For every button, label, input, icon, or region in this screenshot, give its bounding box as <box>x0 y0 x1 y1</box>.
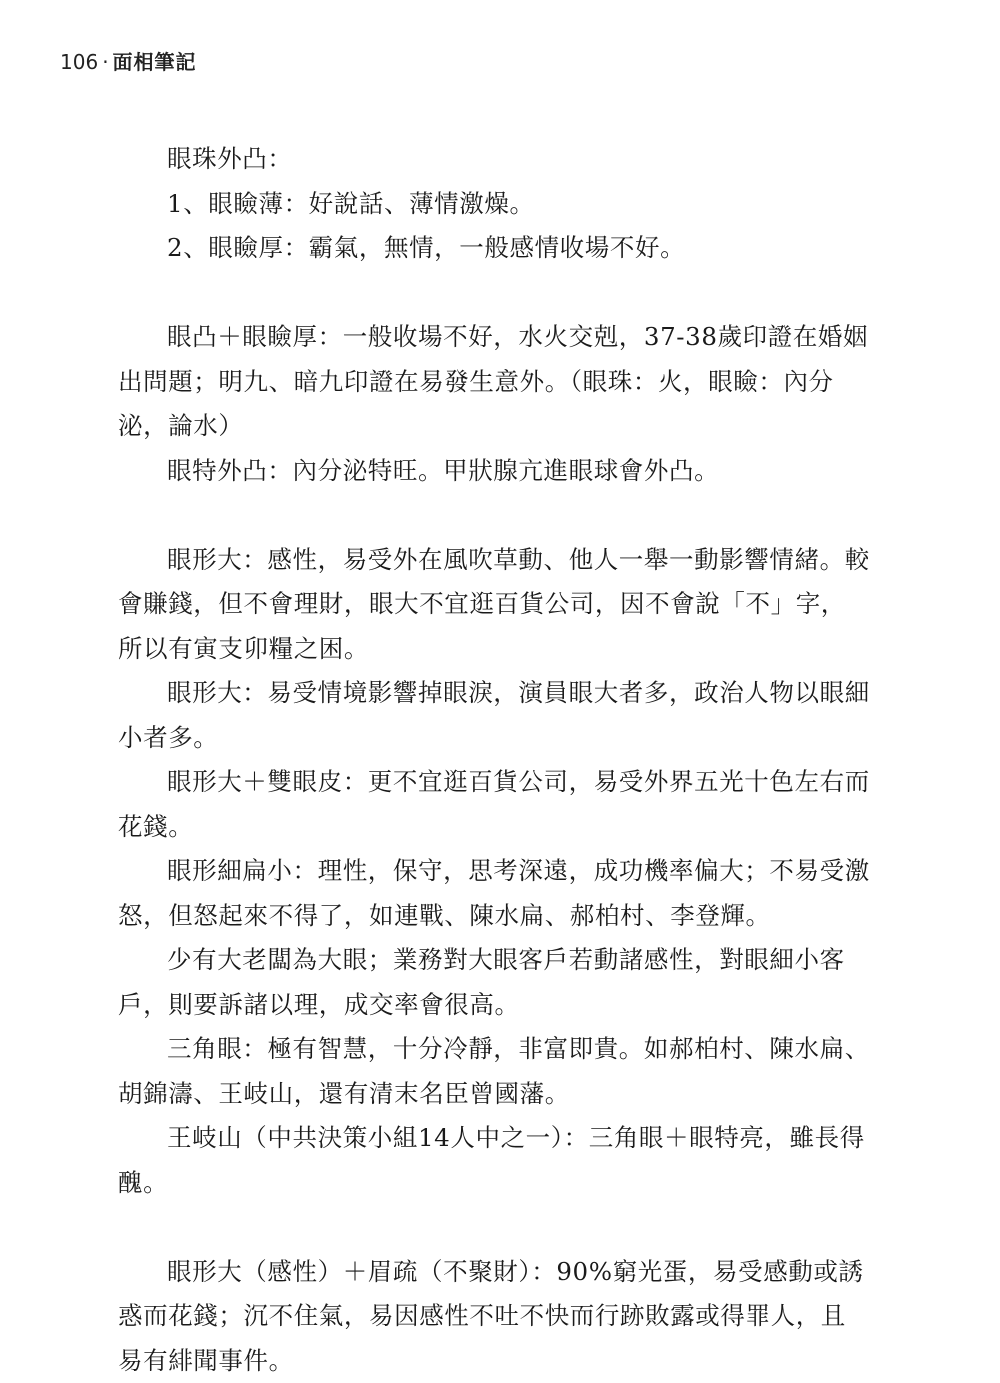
paragraph: 眼形大（感性）＋眉疏（不聚財）：90%窮光蛋，易受感動或誘惑而花錢；沉不住氣，易因感性不吐不快而行跡敗露或得罪人，且易有緋聞事件。 <box>118 1250 870 1383</box>
running-header <box>60 50 197 74</box>
paragraph: 眼形大＋雙眼皮：更不宜逛百貨公司，易受外界五光十色左右而花錢。 <box>118 760 870 849</box>
paragraph: 2、眼瞼厚：霸氣，無情，一般感情收場不好。 <box>118 226 870 271</box>
paragraph: 眼形大：感性，易受外在風吹草動、他人一舉一動影響情緒。較會賺錢，但不會理財，眼大不宜逛百貨公司，因不會說「不」字，所以有寅支卯糧之困。 <box>118 538 870 672</box>
paragraph: 眼凸＋眼瞼厚：一般收場不好，水火交剋，37-38歲印證在婚姻出問題；明九、暗九印證在易發生意外。（眼珠：火，眼瞼：內分泌，論水） <box>118 315 870 449</box>
paragraph: 三角眼：極有智慧，十分冷靜，非富即貴。如郝柏村、陳水扁、胡錦濤、王岐山，還有清末名臣曾國藩。 <box>118 1027 870 1116</box>
paragraph: 眼形細扁小：理性，保守，思考深遠，成功機率偏大；不易受激怒，但怒起來不得了，如連戰、陳水扁、郝柏村、李登輝。 <box>118 849 870 938</box>
page-number: 106 <box>60 50 98 74</box>
header-separator: · <box>102 50 108 74</box>
paragraph: 少有大老闆為大眼；業務對大眼客戶若動諸感性，對眼細小客戶，則要訴諸以理，成交率會很高。 <box>118 938 870 1027</box>
paragraph: 眼形大：易受情境影響掉眼淚，演員眼大者多，政治人物以眼細小者多。 <box>118 671 870 760</box>
paragraph: 眼珠外凸： <box>118 137 870 182</box>
paragraph: 眼特外凸：內分泌特旺。甲狀腺亢進眼球會外凸。 <box>118 449 870 494</box>
body-text <box>118 137 870 1383</box>
book-title: 面相筆記 <box>113 50 197 74</box>
paragraph: 王岐山（中共決策小組14人中之一）：三角眼＋眼特亮，雖長得醜。 <box>118 1116 870 1205</box>
paragraph: 1、眼瞼薄：好說話、薄情激燥。 <box>118 182 870 227</box>
